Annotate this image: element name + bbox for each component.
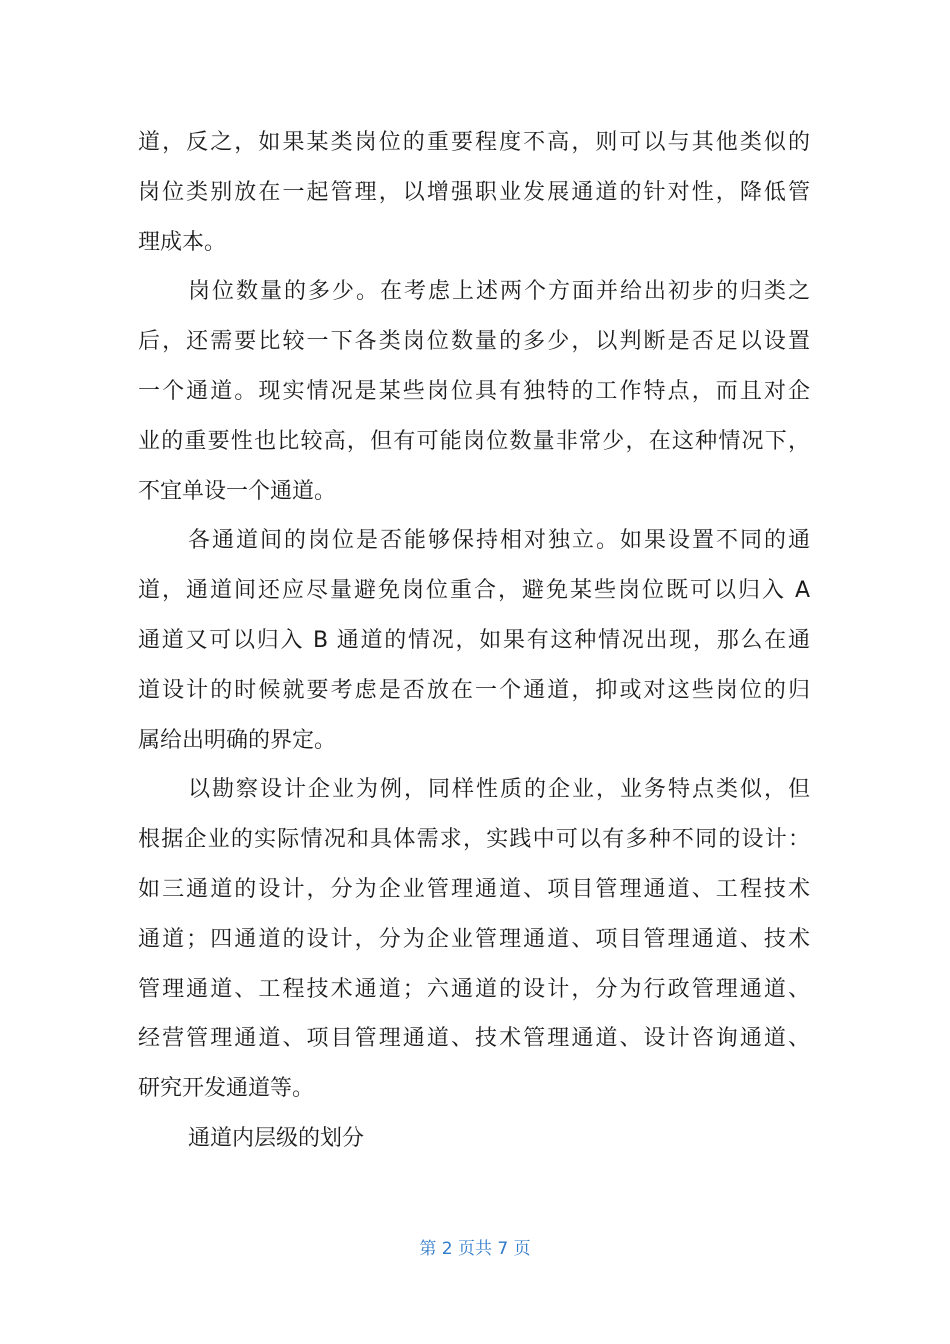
document-line: 通道又可以归入 B 通道的情况，如果有这种情况出现，那么在通 — [138, 627, 810, 653]
document-line: 研究开发通道等。 — [138, 1076, 315, 1102]
document-line: 以勘察设计企业为例，同样性质的企业，业务特点类似，但 — [188, 777, 810, 803]
document-line: 岗位类别放在一起管理，以增强职业发展通道的针对性，降低管 — [138, 179, 810, 205]
document-line: 通道内层级的划分 — [188, 1125, 365, 1151]
document-line: 不宜单设一个通道。 — [138, 478, 337, 504]
document-line: 一个通道。现实情况是某些岗位具有独特的工作特点，而且对企 — [138, 378, 810, 404]
document-line: 经营管理通道、项目管理通道、技术管理通道、设计咨询通道、 — [138, 1026, 810, 1052]
document-line: 道，反之，如果某类岗位的重要程度不高，则可以与其他类似的 — [138, 130, 810, 155]
document-line: 属给出明确的界定。 — [138, 727, 337, 753]
document-line: 各通道间的岗位是否能够保持相对独立。如果设置不同的通 — [188, 528, 810, 554]
document-line: 道设计的时候就要考虑是否放在一个通道，抑或对这些岗位的归 — [138, 677, 810, 703]
document-line: 管理通道、工程技术通道；六通道的设计，分为行政管理通道、 — [138, 976, 810, 1002]
document-line: 通道；四通道的设计，分为企业管理通道、项目管理通道、技术 — [138, 926, 810, 952]
document-line: 后，还需要比较一下各类岗位数量的多少，以判断是否足以设置 — [138, 329, 810, 355]
page-number-footer: 第 2 页共 7 页 — [419, 1239, 531, 1259]
document-line: 岗位数量的多少。在考虑上述两个方面并给出初步的归类之 — [188, 279, 810, 305]
document-line: 根据企业的实际情况和具体需求，实践中可以有多种不同的设计： — [138, 827, 810, 853]
document-line: 业的重要性也比较高，但有可能岗位数量非常少，在这种情况下， — [138, 428, 810, 454]
document-line: 如三通道的设计，分为企业管理通道、项目管理通道、工程技术 — [138, 876, 810, 902]
document-line: 理成本。 — [138, 229, 227, 255]
document-line: 道，通道间还应尽量避免岗位重合，避免某些岗位既可以归入 A — [138, 578, 810, 604]
document-body — [138, 118, 810, 1164]
